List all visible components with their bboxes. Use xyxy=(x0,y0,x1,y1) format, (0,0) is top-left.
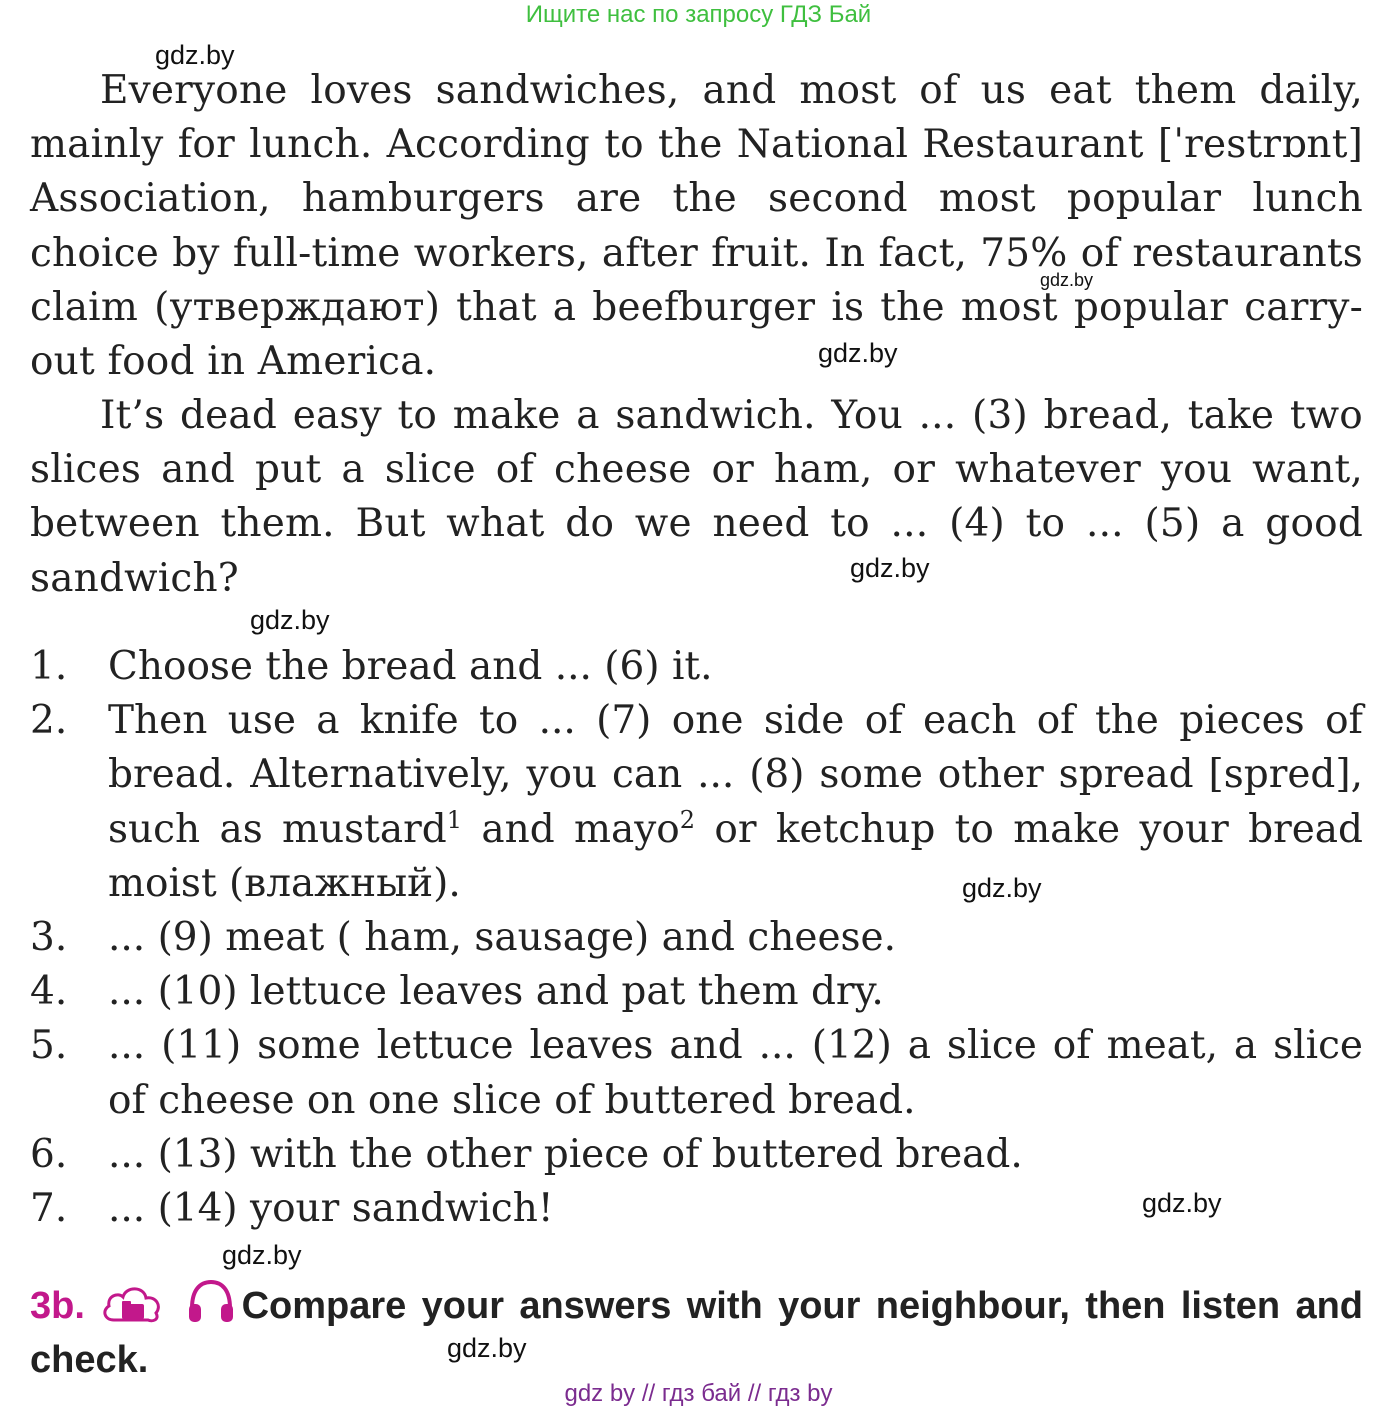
step-text: ... (9) meat ( ham, sausage) and cheese. xyxy=(108,915,897,961)
top-banner[interactable]: Ищите нас по запросу ГДЗ Бай xyxy=(525,1,872,28)
step-number: 6. xyxy=(30,1131,68,1177)
list-item xyxy=(30,965,1363,1019)
footnote-mark: 1 xyxy=(446,805,462,834)
watermark: gdz.by xyxy=(818,338,898,368)
watermark: gdz.by xyxy=(962,873,1042,903)
list-item xyxy=(30,1019,1363,1127)
watermark: gdz.by xyxy=(222,1240,302,1270)
step-text xyxy=(108,694,1363,911)
watermark: gdz.by xyxy=(250,605,330,635)
step-number: 1. xyxy=(30,644,68,689)
list-item xyxy=(30,1182,1363,1236)
steps-list xyxy=(30,640,1363,1236)
step-text-part: Then use a knife to ... (7) one side of each of the pieces of bread. Alternatively, you can ... (8) some other spread [spred], such as mustard xyxy=(108,698,1363,852)
watermark: gdz.by xyxy=(155,40,235,70)
cloud-folder-icon xyxy=(100,1282,164,1336)
watermark: gdz.by xyxy=(1142,1188,1222,1218)
exercise-3b xyxy=(30,1278,1363,1384)
list-item xyxy=(30,640,1363,694)
watermark: gdz.by xyxy=(1040,270,1094,290)
step-number: 4. xyxy=(30,969,68,1015)
footer-links[interactable]: gdz by // гдз бай // гдз by xyxy=(564,1380,833,1407)
step-text-part: and mayo xyxy=(462,806,680,852)
step-number: 7. xyxy=(30,1186,68,1232)
exercise-number: 3b. xyxy=(30,1285,85,1327)
step-text: Choose the bread and ... (6) it. xyxy=(108,644,713,689)
list-item xyxy=(30,694,1363,911)
step-number: 2. xyxy=(30,698,68,744)
step-number: 5. xyxy=(30,1023,68,1069)
headphones-icon xyxy=(186,1278,236,1336)
paragraph-intro: Everyone loves sandwiches, and most of us eat them daily, mainly for lunch. According to the National Restaurant [ˈrestrɒnt] Association, hamburgers are the second most popular lunch choice by full-time workers, after fruit. In fact, 75% of restaurants claim (утверждают) that a beefburger is the most popular carry-out food in America. xyxy=(30,68,1363,385)
step-text: ... (10) lettuce leaves and pat them dry. xyxy=(108,969,884,1015)
step-text: ... (11) some lettuce leaves and ... (12) a slice of meat, a slice of cheese on one slice of buttered bread. xyxy=(108,1023,1363,1123)
step-text: ... (13) with the other piece of buttered bread. xyxy=(108,1131,1023,1177)
paragraph-how-to: It’s dead easy to make a sandwich. You ... (3) bread, take two slices and put a slice of cheese or ham, or whatever you want, between them. But what do we need to ... (4) to ... (5) a good sandwich? xyxy=(30,393,1363,601)
footnote-mark: 2 xyxy=(679,805,696,834)
watermark: gdz.by xyxy=(850,553,930,583)
step-text-part: or ketchup to make your bread moist (влажный). xyxy=(108,806,1364,906)
list-item xyxy=(30,911,1363,965)
watermark: gdz.by xyxy=(447,1333,527,1363)
step-number: 3. xyxy=(30,915,68,961)
list-item xyxy=(30,1128,1363,1182)
step-text: ... (14) your sandwich! xyxy=(108,1186,554,1232)
exercise-instruction: Compare your answers with your neighbour, then listen and check. xyxy=(30,1285,1363,1381)
